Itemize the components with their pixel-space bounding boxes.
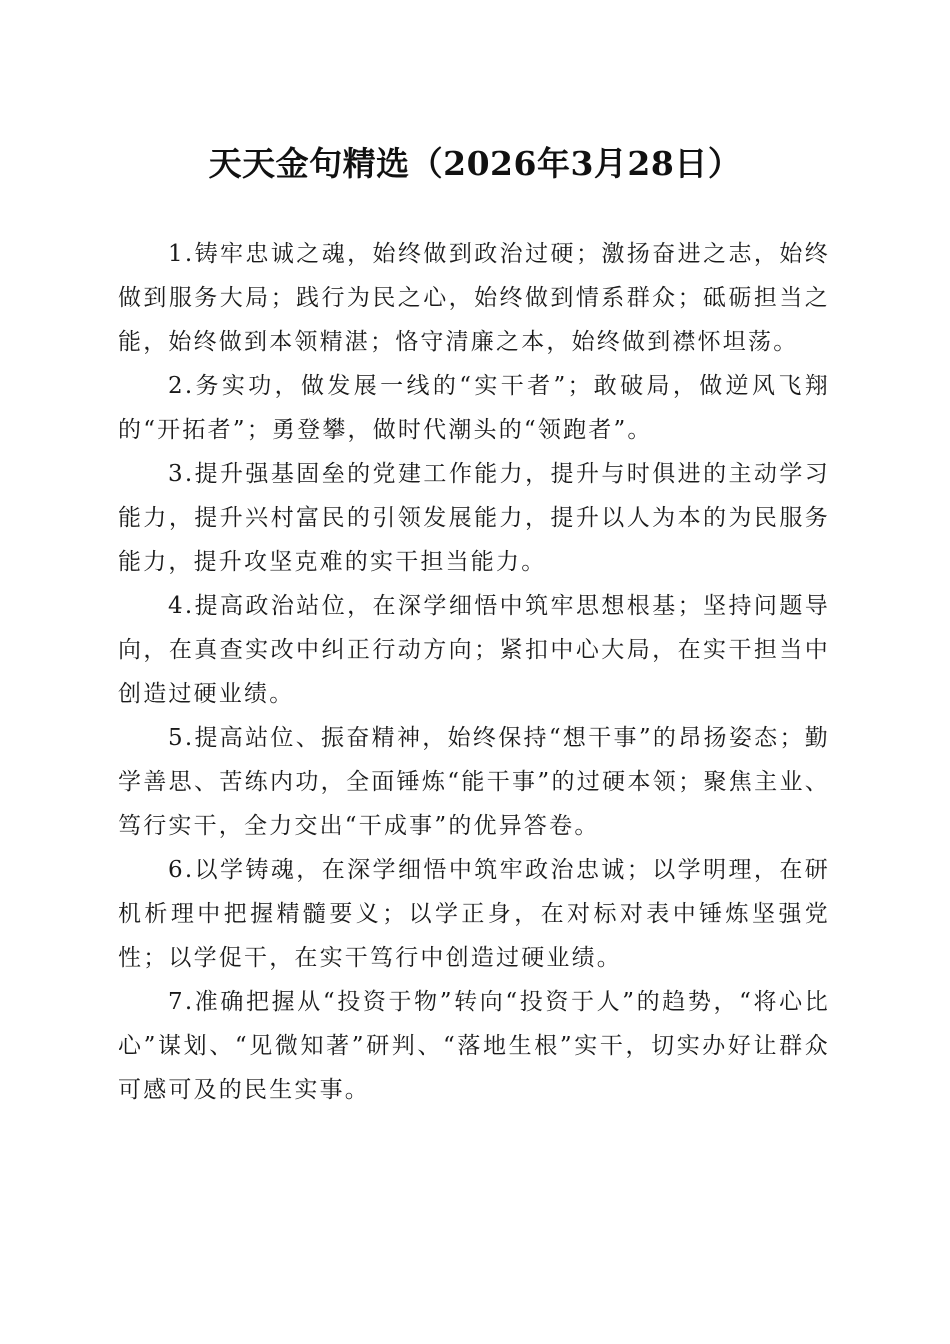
paragraph-7: 7.准确把握从“投资于物”转向“投资于人”的趋势，“将心比心”谋划、“见微知著”研判、“落地生根”实干，切实办好让群众可感可及的民生实事。 <box>118 989 830 1103</box>
paragraph-6: 6.以学铸魂，在深学细悟中筑牢政治忠诚；以学明理，在研机析理中把握精髓要义；以学正身，在对标对表中锤炼坚强党性；以学促干，在实干笃行中创造过硬业绩。 <box>118 857 830 971</box>
paragraph-1: 1.铸牢忠诚之魂，始终做到政治过硬；激扬奋进之志，始终做到服务大局；践行为民之心，始终做到情系群众；砥砺担当之能，始终做到本领精湛；恪守清廉之本，始终做到襟怀坦荡。 <box>118 241 830 355</box>
paragraph-5: 5.提高站位、振奋精神，始终保持“想干事”的昂扬姿态；勤学善思、苦练内功，全面锤炼“能干事”的过硬本领；聚焦主业、笃行实干，全力交出“干成事”的优异答卷。 <box>118 725 830 839</box>
paragraph-2: 2.务实功，做发展一线的“实干者”；敢破局，做逆风飞翔的“开拓者”；勇登攀，做时代潮头的“领跑者”。 <box>118 373 830 443</box>
document-body <box>118 232 830 1112</box>
document-title: 天天金句精选（2026年3月28日） <box>208 144 742 183</box>
paragraph-3: 3.提升强基固垒的党建工作能力，提升与时俱进的主动学习能力，提升兴村富民的引领发展能力，提升以人为本的为民服务能力，提升攻坚克难的实干担当能力。 <box>118 461 830 575</box>
paragraph-4: 4.提高政治站位，在深学细悟中筑牢思想根基；坚持问题导向，在真查实改中纠正行动方向；紧扣中心大局，在实干担当中创造过硬业绩。 <box>118 593 830 707</box>
